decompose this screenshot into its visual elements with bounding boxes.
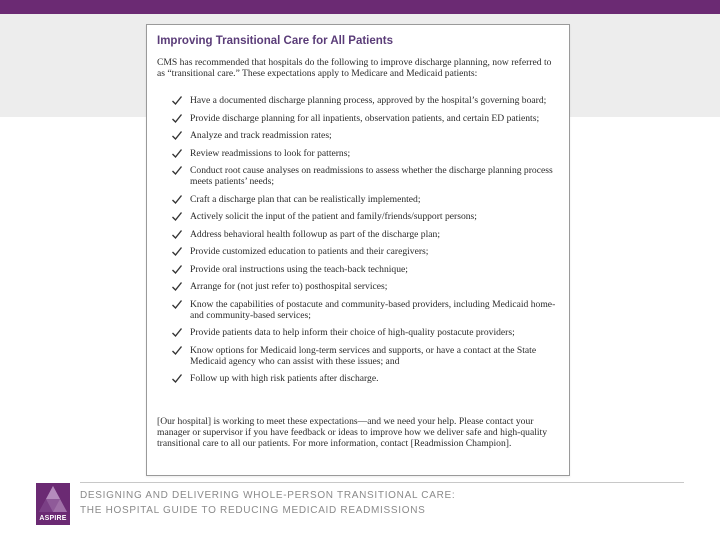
checklist-item xyxy=(157,327,561,338)
checklist-item-text: Follow up with high risk patients after discharge. xyxy=(190,373,379,384)
checklist-item xyxy=(157,148,561,159)
checklist-item xyxy=(157,299,561,321)
checklist-item-text: Provide customized education to patients and their caregivers; xyxy=(190,246,429,257)
checklist-item xyxy=(157,281,561,292)
checklist-item-text: Craft a discharge plan that can be realistically implemented; xyxy=(190,193,421,205)
checklist-item-text: Provide patients data to help inform their choice of high-quality postacute providers; xyxy=(190,327,515,338)
check-icon xyxy=(171,229,183,240)
aspire-logo xyxy=(36,483,70,525)
footer-title-line-1: DESIGNING AND DELIVERING WHOLE-PERSON TRANSITIONAL CARE: xyxy=(80,490,456,501)
footer-title-line-2: THE HOSPITAL GUIDE TO REDUCING MEDICAID READMISSIONS xyxy=(80,505,426,516)
top-accent-bar xyxy=(0,0,720,14)
checklist-item xyxy=(157,95,561,106)
checklist-item-text: Arrange for (not just refer to) posthospital services; xyxy=(190,281,388,292)
document-title: Improving Transitional Care for All Patients xyxy=(157,35,394,47)
logo-wordmark: ASPIRE xyxy=(39,515,67,522)
check-icon xyxy=(171,165,183,176)
checklist-item xyxy=(157,194,561,205)
check-icon xyxy=(171,345,183,356)
checklist-item-text: Have a documented discharge planning process, approved by the hospital’s governing board; xyxy=(190,95,547,106)
checklist-item xyxy=(157,264,561,275)
check-icon xyxy=(171,299,183,310)
document-panel xyxy=(146,24,570,476)
checklist-item xyxy=(157,345,561,367)
footer-divider xyxy=(80,482,684,483)
check-icon xyxy=(171,327,183,338)
checklist-item xyxy=(157,373,561,384)
checklist-item-text: Know the capabilities of postacute and community-based providers, including Medicaid home- and community-based services; xyxy=(190,298,556,321)
check-icon xyxy=(171,95,183,106)
check-icon xyxy=(171,130,183,141)
checklist-item xyxy=(157,130,561,141)
checklist-item xyxy=(157,113,561,124)
checklist-item xyxy=(157,211,561,222)
check-icon xyxy=(171,264,183,275)
check-icon xyxy=(171,211,183,222)
checklist-item-text: Address behavioral health followup as part of the discharge plan; xyxy=(190,228,440,240)
document-intro: CMS has recommended that hospitals do the following to improve discharge planning, now referred to as “transitional care.” These expectations apply to Medicare and Medicaid patients: xyxy=(157,57,552,79)
check-icon xyxy=(171,194,183,205)
checklist-item-text: Conduct root cause analyses on readmissions to assess whether the discharge planning process meets patients’ needs; xyxy=(190,165,553,187)
checklist-item xyxy=(157,229,561,240)
check-icon xyxy=(171,148,183,159)
check-icon xyxy=(171,373,183,384)
checklist-item-text: Analyze and track readmission rates; xyxy=(190,130,332,141)
checklist-item-text: Provide oral instructions using the teach-back technique; xyxy=(190,263,408,275)
check-icon xyxy=(171,281,183,292)
check-icon xyxy=(171,246,183,257)
document-closing: [Our hospital] is working to meet these expectations—and we need your help. Please contact your manager or supervisor if you have feedback or ideas to improve how we deliver safe and high-quality transitional care to all our patients. For more information, contact [Readmission Champion]. xyxy=(157,416,548,449)
checklist-item xyxy=(157,246,561,257)
checklist xyxy=(157,95,561,391)
checklist-item-text: Provide discharge planning for all inpatients, observation patients, and certain ED patients; xyxy=(190,112,540,124)
checklist-item-text: Know options for Medicaid long-term services and supports, or have a contact at the State Medicaid agency who can assist with these issues; and xyxy=(190,344,537,367)
checklist-item-text: Actively solicit the input of the patient and family/friends/support persons; xyxy=(190,211,477,222)
check-icon xyxy=(171,113,183,124)
checklist-item-text: Review readmissions to look for patterns; xyxy=(190,147,351,159)
checklist-item xyxy=(157,165,561,187)
